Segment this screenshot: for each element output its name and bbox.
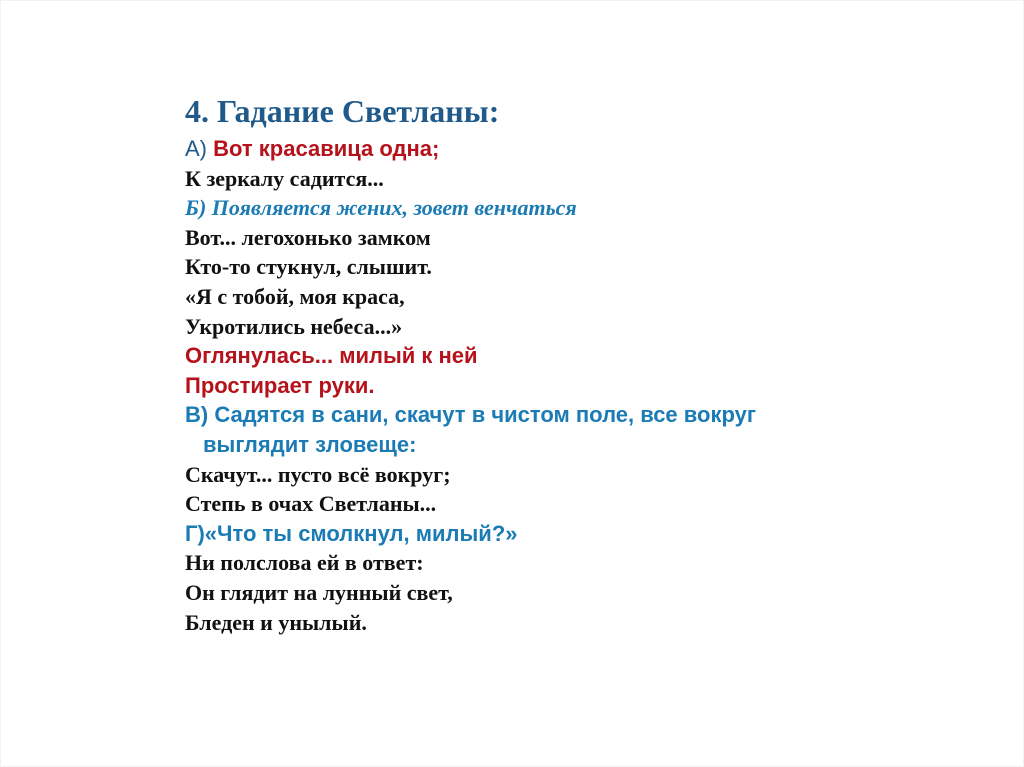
text-line: Он глядит на лунный свет, bbox=[185, 579, 453, 605]
slide-content bbox=[185, 92, 1005, 637]
text-line: Скачут... пусто всё вокруг; bbox=[185, 461, 451, 487]
text-line: Простирает руки. bbox=[185, 372, 375, 398]
text-line: Кто-то стукнул, слышит. bbox=[185, 254, 432, 280]
text-line: Бледен и унылый. bbox=[185, 609, 367, 635]
text-line: В) Садятся в сани, скачут в чистом поле, все вокруг bbox=[185, 402, 757, 428]
text-line: Ни полслова ей в ответ: bbox=[185, 550, 424, 576]
text-line: Степь в очах Светланы... bbox=[185, 491, 437, 517]
text-line: Укротились небеса...» bbox=[185, 313, 403, 339]
text-line: Оглянулась... милый к ней bbox=[185, 343, 478, 369]
text-line: выглядит зловеще: bbox=[203, 431, 417, 457]
text-line: Г)«Что ты смолкнул, милый?» bbox=[185, 520, 518, 546]
line-text: Вот красавица одна; bbox=[213, 136, 440, 161]
text-line bbox=[185, 134, 1005, 164]
text-line: «Я с тобой, моя краса, bbox=[185, 283, 405, 309]
text-line: К зеркалу садится... bbox=[185, 165, 384, 191]
line-prefix: А) bbox=[185, 136, 214, 161]
text-line: Вот... легохонько замком bbox=[185, 224, 431, 250]
text-line: Б) Появляется жених, зовет венчаться bbox=[185, 195, 577, 221]
slide-title: 4. Гадание Светланы: bbox=[185, 93, 500, 129]
